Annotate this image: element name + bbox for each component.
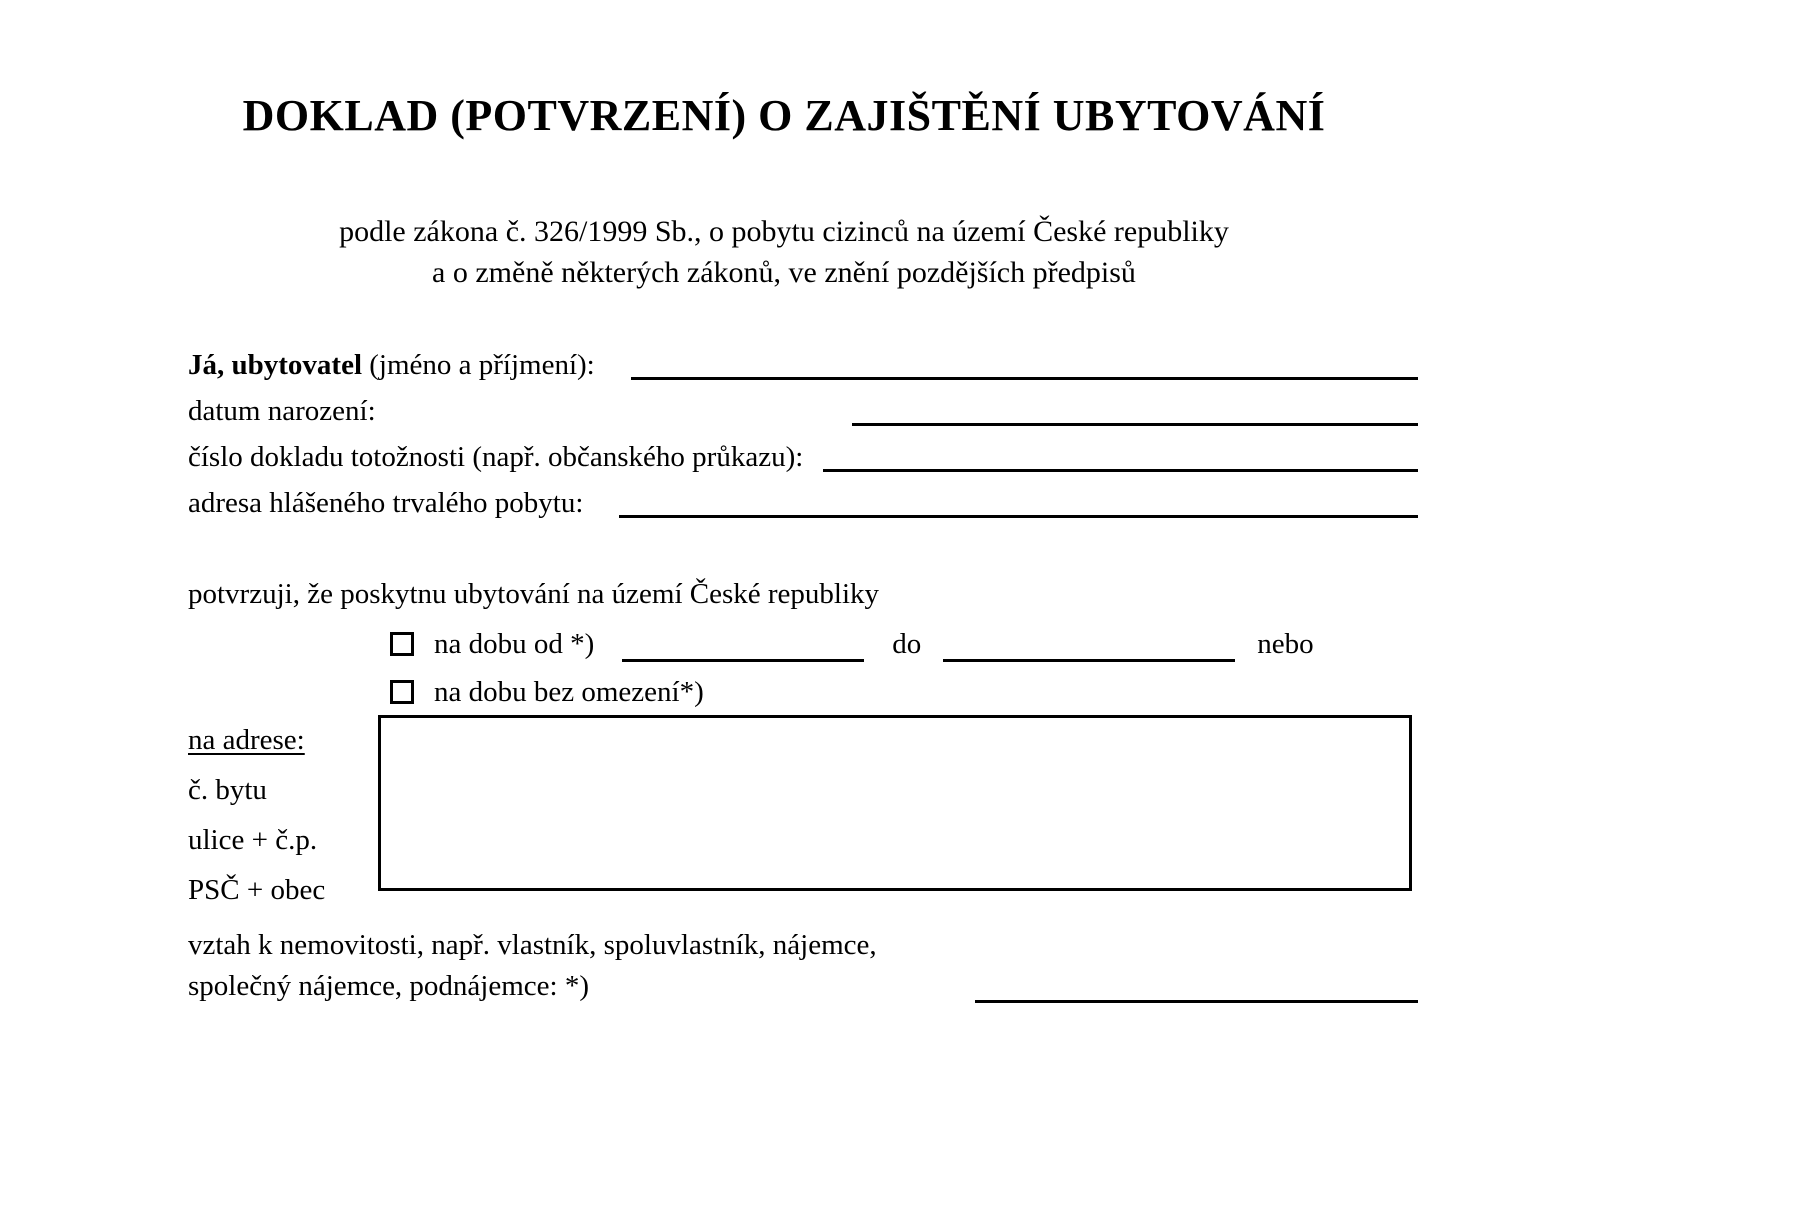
option-unlimited-label: na dobu bez omezení*) bbox=[434, 675, 704, 708]
field-row-name bbox=[188, 345, 1418, 391]
name-label bbox=[188, 349, 609, 382]
checkbox-period[interactable] bbox=[390, 632, 414, 656]
address-label-flat: č. bytu bbox=[188, 774, 267, 806]
relation-input[interactable] bbox=[975, 1000, 1418, 1003]
period-to-word: do bbox=[892, 627, 922, 660]
name-input[interactable] bbox=[631, 345, 1418, 374]
confirmation-statement: potvrzuji, že poskytnu ubytování na území České republiky bbox=[188, 578, 880, 610]
address-heading: na adrese: bbox=[188, 724, 305, 756]
confirmation-options bbox=[390, 620, 1314, 716]
field-row-id-number bbox=[188, 437, 1418, 483]
birth-date-label: datum narození: bbox=[188, 395, 376, 427]
permanent-address-label: adresa hlášeného trvalého pobytu: bbox=[188, 487, 584, 519]
subtitle-line-1: podle zákona č. 326/1999 Sb., o pobytu cizinců na území České republiky bbox=[339, 215, 1229, 248]
relation-section bbox=[188, 925, 1418, 1007]
relation-line-1: vztah k nemovitosti, např. vlastník, spoluvlastník, nájemce, bbox=[188, 929, 877, 961]
address-labels bbox=[188, 715, 368, 915]
relation-line-2: společný nájemce, podnájemce: *) bbox=[188, 970, 590, 1003]
period-from-input[interactable] bbox=[622, 626, 864, 662]
address-input-box[interactable] bbox=[378, 715, 1412, 891]
option-row-period bbox=[390, 620, 1314, 668]
id-number-label: číslo dokladu totožnosti (např. občanského průkazu): bbox=[188, 441, 804, 473]
checkbox-unlimited[interactable] bbox=[390, 680, 414, 704]
document-subtitle bbox=[0, 212, 1568, 293]
option-period-label: na dobu od *) bbox=[434, 627, 595, 660]
id-number-input[interactable] bbox=[823, 437, 1418, 466]
option-row-unlimited bbox=[390, 668, 1314, 716]
name-label-bold: Já, ubytovatel bbox=[188, 349, 362, 381]
birth-date-input[interactable] bbox=[852, 391, 1418, 420]
address-label-street: ulice + č.p. bbox=[188, 824, 318, 856]
field-row-permanent-address bbox=[188, 483, 1418, 529]
period-to-input[interactable] bbox=[943, 626, 1235, 662]
address-section bbox=[188, 715, 1418, 906]
subtitle-line-2: a o změně některých zákonů, ve znění pozdějších předpisů bbox=[432, 255, 1136, 289]
permanent-address-input[interactable] bbox=[619, 483, 1418, 512]
declarant-fields bbox=[188, 345, 1418, 529]
document-title: DOKLAD (POTVRZENÍ) O ZAJIŠTĚNÍ UBYTOVÁNÍ bbox=[242, 91, 1326, 140]
field-row-birth-date bbox=[188, 391, 1418, 437]
address-label-postal: PSČ + obec bbox=[188, 874, 326, 906]
option-or-word: nebo bbox=[1257, 627, 1314, 660]
name-label-rest: (jméno a příjmení): bbox=[362, 349, 595, 381]
